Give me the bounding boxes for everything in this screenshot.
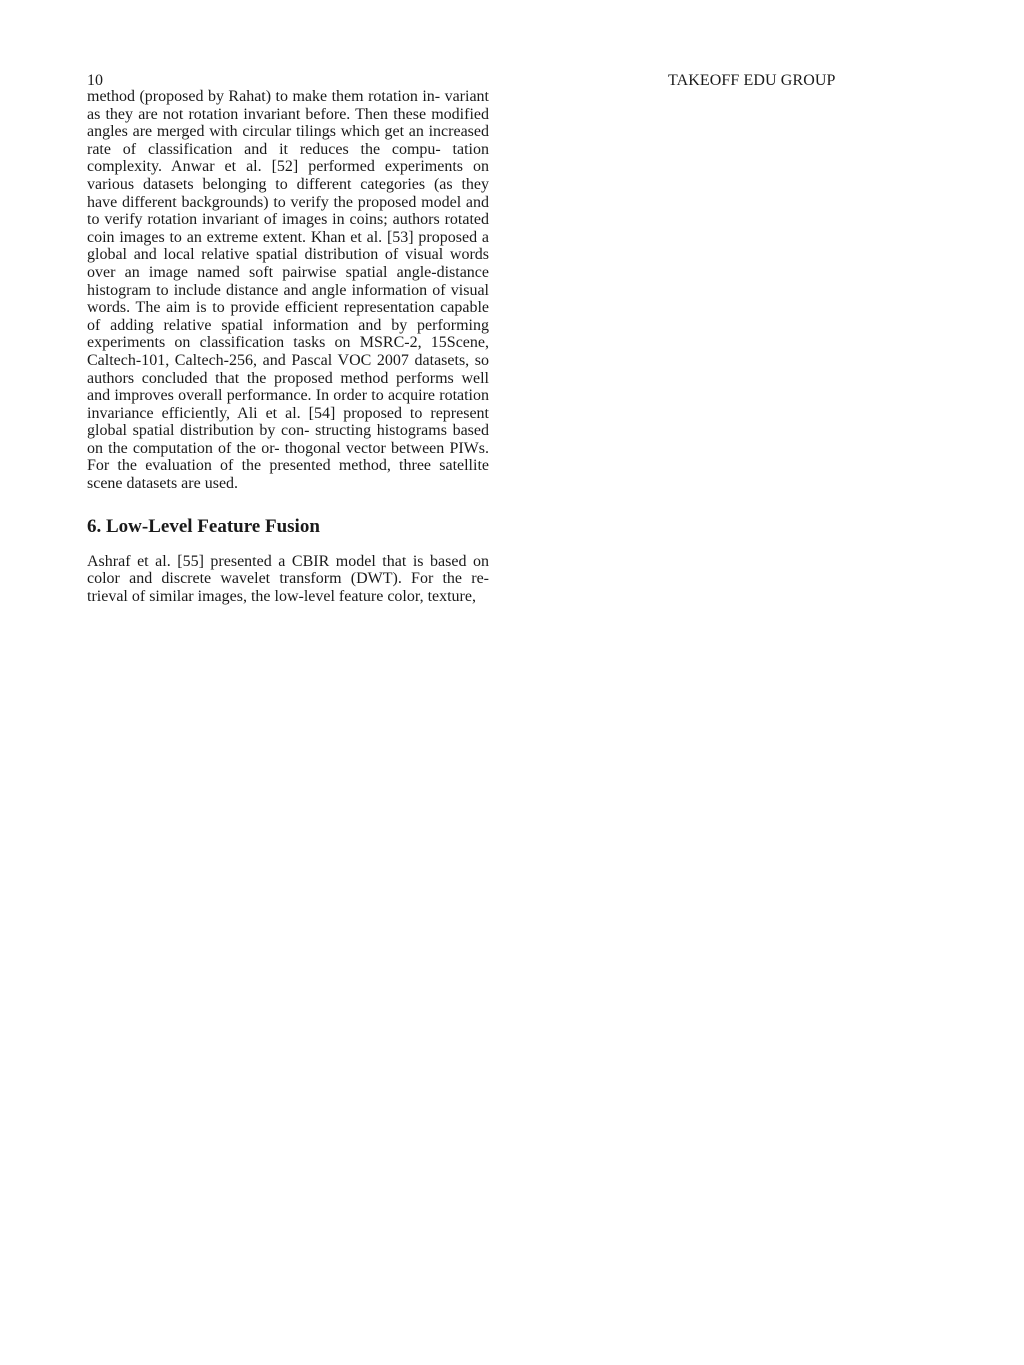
text-column [87,88,489,605]
running-header: TAKEOFF EDU GROUP [668,72,836,89]
page-number: 10 [87,72,103,89]
body-paragraph: method (proposed by Rahat) to make them rotation in- variant as they are not rotation invariant before. Then these modified angles are merged with circular tilings which get an increased rate of classification and it reduces the compu- tation complexity. Anwar et al. [52] performed experiments on various datasets belonging to different categories (as they have different backgrounds) to verify the proposed model and to verify rotation invariant of images in coins; authors rotated coin images to an extreme extent. Khan et al. [53] proposed a global and local relative spatial distribution of visual words over an image named soft pairwise spatial angle-distance histogram to include distance and angle information of visual words. The aim is to provide efficient representation capable of adding relative spatial information and by performing experiments on classification tasks on MSRC-2, 15Scene, Caltech-101, Caltech-256, and Pascal VOC 2007 datasets, so authors concluded that the proposed method performs well and improves overall performance. In order to acquire rotation invariance efficiently, Ali et al. [54] proposed to represent global spatial distribution by con- structing histograms based on the computation of the or- thogonal vector between PIWs. For the evaluation of the presented method, three satellite scene datasets are used. [87,88,489,493]
body-paragraph: Ashraf et al. [55] presented a CBIR model that is based on color and discrete wavelet transform (DWT). For the re- trieval of similar images, the low-level feature color, texture, [87,552,489,605]
section-heading: 6. Low-Level Feature Fusion [87,515,320,537]
